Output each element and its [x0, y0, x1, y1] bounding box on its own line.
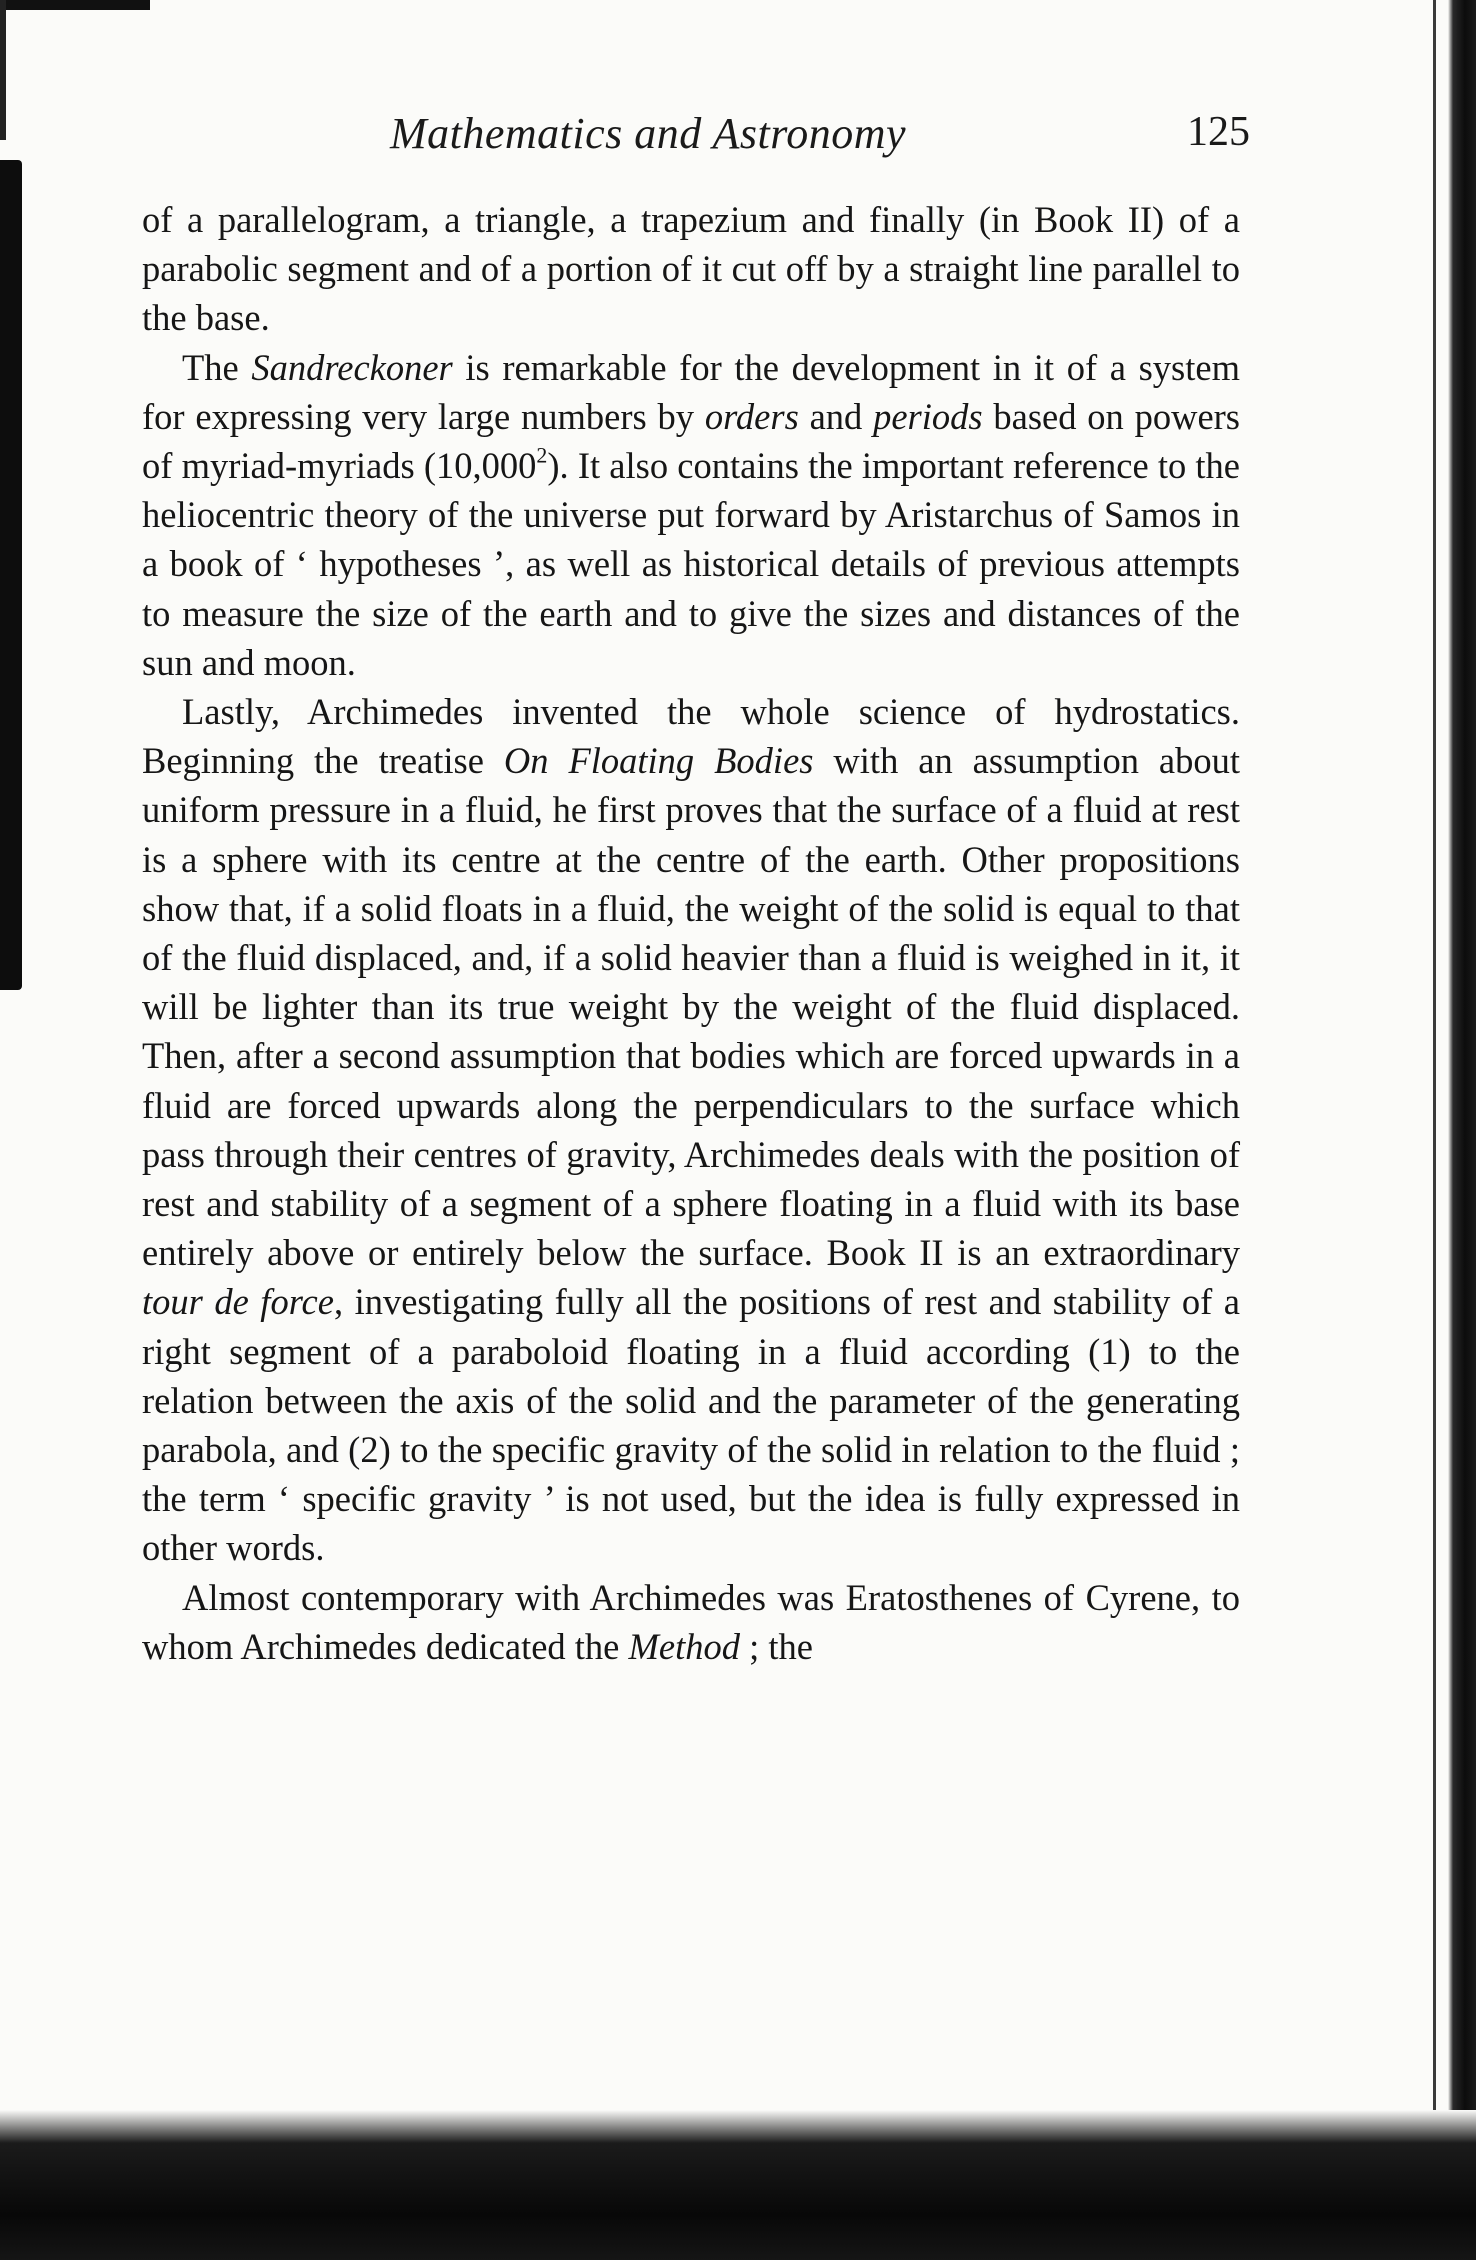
paragraph — [142, 1573, 1240, 1671]
running-head — [150, 108, 1250, 168]
paragraph — [142, 343, 1240, 687]
body-text — [142, 195, 1240, 1671]
paragraph — [142, 687, 1240, 1573]
scan-edge-left — [0, 160, 22, 990]
italic-text: Sandreckoner — [251, 346, 453, 388]
text-run: based on powers of myriad-myriads (10,000 — [142, 395, 1241, 487]
italic-text: periods — [873, 395, 983, 437]
running-title: Mathematics and Astronomy — [390, 109, 907, 158]
text-run: ). It also contains the important reference to the heliocentric theory of the universe put forward by Aristarchus of Samos in a book of ‘ hypotheses ’, as well as historical details of previous attempts to measure the size of the earth and to give the sizes and distances of the sun and moon. — [142, 445, 1240, 683]
text-run: of a parallelogram, a triangle, a trapezium and finally (in Book II) of a parabolic segment and of a portion of it cut off by a straight line parallel to the base. — [142, 199, 1240, 339]
scan-edge-bottom — [0, 2110, 1476, 2260]
text-run: , investigating fully all the positions of rest and stability of a right segment of a paraboloid floating in a fluid according (1) to the relation between the axis of the solid and the parameter of the generating parabola, and (2) to the specific gravity of the solid in relation to the fluid ; the term ‘ specific gravity ’ is not used, but the idea is fully expressed in other words. — [142, 1281, 1241, 1569]
scan-edge-right-line — [1433, 0, 1436, 2170]
scan-edge-top — [0, 0, 150, 10]
page-number: 125 — [1187, 109, 1250, 155]
paragraph — [142, 195, 1240, 343]
text-run: Lastly, Archimedes invented the whole science of hydrostatics. Beginning the treatise — [142, 691, 1240, 782]
text-run: Almost contemporary with Archimedes was Eratosthenes of Cyrene, to whom Archimedes dedicated the — [142, 1576, 1240, 1667]
text-run: with an assumption about uniform pressure in a fluid, he first proves that the surface of a fluid at rest is a sphere with its centre at the centre of the earth. Other propositions show that, if a solid floats in a fluid, the weight of the solid is equal to that of the fluid displaced, and, if a solid heavier than a fluid is weighed in it, it will be lighter than its true weight by the weight of the fluid displaced. Then, after a second assumption that bodies which are forced upwards in a fluid are forced upwards along the perpendiculars to the surface which pass through their centres of gravity, Archimedes deals with the position of rest and stability of a segment of a sphere floating in a fluid with its base entirely above or entirely below the surface. Book II is an extraordinary — [142, 740, 1240, 1274]
text-run: is remarkable for the development in it of a system for expressing very large numbers by — [142, 346, 1240, 437]
italic-text: orders — [704, 395, 799, 437]
scan-edge-right — [1448, 0, 1476, 2260]
scan-edge-top-vertical — [0, 0, 6, 140]
italic-text: Method — [628, 1625, 741, 1667]
text-run: ; the — [740, 1625, 813, 1667]
italic-text: tour de force — [142, 1281, 334, 1323]
text-run: The — [182, 346, 252, 388]
italic-text: On Floating Bodies — [503, 740, 814, 782]
superscript: 2 — [536, 442, 548, 468]
text-run: and — [798, 395, 874, 437]
